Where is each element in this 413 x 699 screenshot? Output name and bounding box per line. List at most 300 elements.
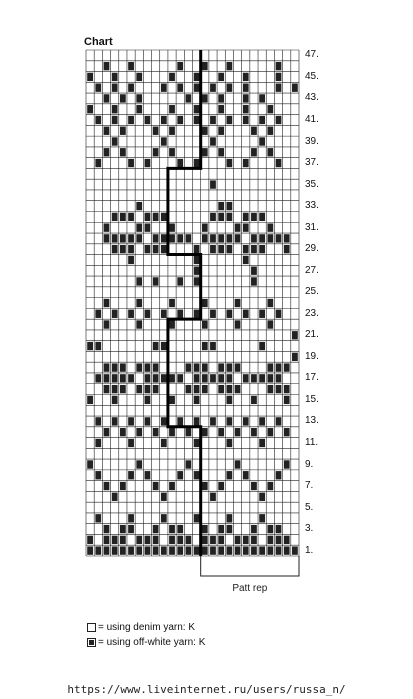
filled-stitch [87,105,93,113]
filled-stitch [128,525,134,533]
filled-stitch [202,363,208,371]
filled-stitch [251,277,257,285]
filled-stitch [210,546,216,554]
filled-stitch [218,245,224,253]
filled-stitch [284,363,290,371]
filled-stitch [87,546,93,554]
filled-stitch [276,363,282,371]
filled-stitch [128,439,134,447]
filled-stitch [194,105,200,113]
filled-stitch [259,342,265,350]
filled-stitch [226,439,232,447]
filled-stitch [251,374,257,382]
filled-stitch [169,105,175,113]
row-number-label: 27. [305,264,319,276]
filled-stitch [251,267,257,275]
filled-stitch [218,385,224,393]
filled-stitch [194,116,200,124]
filled-stitch [194,84,200,92]
filled-stitch [259,137,265,145]
filled-stitch [218,202,224,210]
filled-stitch [202,342,208,350]
filled-stitch [226,84,232,92]
row-number-label: 21. [305,329,319,341]
gridlines-layer [86,50,299,556]
filled-stitch [194,245,200,253]
filled-stitch [136,94,142,102]
filled-stitch [259,417,265,425]
filled-stitch [112,245,118,253]
filled-stitch [87,73,93,81]
legend-text-denim: = using denim yarn: K [98,622,195,633]
filled-stitch [161,245,167,253]
filled-stitch [136,363,142,371]
filled-stitch [145,310,151,318]
filled-stitch [153,342,159,350]
filled-stitch [284,245,290,253]
row-number-label: 23. [305,307,319,319]
filled-stitch [104,536,110,544]
filled-stitch [226,310,232,318]
filled-stitch [128,159,134,167]
row-number-label: 33. [305,200,319,212]
filled-stitch [267,546,273,554]
filled-stitch [226,245,232,253]
filled-stitch [120,148,126,156]
filled-stitch [153,536,159,544]
row-number-label: 1. [305,544,314,556]
filled-stitch [243,471,249,479]
filled-stitch [112,84,118,92]
filled-stitch [218,105,224,113]
filled-stitch [145,213,151,221]
filled-stitch [145,363,151,371]
filled-stitch [218,482,224,490]
filled-stitch [112,213,118,221]
filled-stitch [210,417,216,425]
filled-stitch [284,385,290,393]
filled-stitch [267,525,273,533]
row-number-label: 41. [305,114,319,125]
filled-stitch [104,223,110,231]
filled-stitch [226,385,232,393]
filled-stitch [243,73,249,81]
filled-stitch [235,546,241,554]
filled-stitch [226,202,232,210]
filled-stitch [218,363,224,371]
filled-stitch [169,525,175,533]
filled-stitch [161,310,167,318]
filled-stitch [112,310,118,318]
filled-stitch [259,514,265,522]
legend-text-offwhite: = using off-white yarn: K [98,637,206,648]
filled-stitch [226,363,232,371]
filled-stitch [177,62,183,70]
filled-stitch [136,320,142,328]
filled-stitch [226,234,232,242]
filled-stitch [210,245,216,253]
filled-stitch [161,84,167,92]
filled-stitch [112,396,118,404]
filled-stitch [202,482,208,490]
filled-stitch [145,223,151,231]
filled-stitch [95,159,101,167]
filled-stitch [120,245,126,253]
filled-stitch [251,525,257,533]
filled-stitch [112,363,118,371]
row-number-label: 39. [305,135,319,147]
filled-stitch [120,428,126,436]
filled-stitch [243,116,249,124]
filled-stitch [210,536,216,544]
filled-stitch [153,234,159,242]
filled-stitch [267,148,273,156]
filled-stitch [177,417,183,425]
filled-stitch [218,127,224,135]
filled-stitch [104,428,110,436]
row-number-label: 3. [305,523,314,535]
filled-stitch [210,374,216,382]
filled-stitch [259,245,265,253]
filled-stitch [194,471,200,479]
filled-stitch [243,213,249,221]
filled-stitch [104,546,110,554]
filled-stitch [128,514,134,522]
filled-stitch [226,159,232,167]
filled-stitch [235,223,241,231]
filled-stitch [186,460,192,468]
filled-stitch [145,116,151,124]
filled-stitch [177,159,183,167]
filled-stitch [251,213,257,221]
filled-stitch [259,439,265,447]
filled-stitch [243,84,249,92]
filled-stitch [284,234,290,242]
filled-stitch [194,396,200,404]
filled-stitch [226,396,232,404]
filled-stitch [112,73,118,81]
filled-stitch [112,137,118,145]
filled-stitch [202,536,208,544]
filled-stitch [128,417,134,425]
filled-stitch [169,127,175,135]
filled-stitch [104,363,110,371]
filled-stitch [276,417,282,425]
row-number-label: 13. [305,415,319,427]
filled-stitch [169,223,175,231]
filled-stitch [243,94,249,102]
filled-stitch [177,84,183,92]
filled-stitch [145,385,151,393]
filled-stitch [202,223,208,231]
filled-stitch [177,234,183,242]
filled-stitch [259,310,265,318]
filled-stitch [169,320,175,328]
filled-stitch [210,493,216,501]
filled-stitch [243,374,249,382]
filled-stitch [104,299,110,307]
filled-stitch [145,245,151,253]
filled-stitch [120,374,126,382]
filled-stitch [128,256,134,264]
filled-stitch [161,439,167,447]
filled-stitch [259,234,265,242]
filled-stitch [194,363,200,371]
filled-stitch [251,546,257,554]
filled-stitch [128,116,134,124]
filled-stitch [194,374,200,382]
filled-stitch [218,234,224,242]
filled-stitch [276,471,282,479]
filled-stitch [276,385,282,393]
filled-stitch [128,234,134,242]
filled-stitch [267,320,273,328]
filled-stitch [194,159,200,167]
filled-stitch [259,94,265,102]
filled-stitch [267,299,273,307]
filled-stitch [267,127,273,135]
filled-stitch [120,546,126,554]
filled-stitch [226,471,232,479]
filled-stitch [136,202,142,210]
filled-stitch [161,374,167,382]
filled-stitch [259,374,265,382]
filled-stitch [218,546,224,554]
filled-stitch [235,428,241,436]
filled-stitch [104,94,110,102]
filled-stitch [177,471,183,479]
filled-stitch [210,213,216,221]
filled-stitch [104,320,110,328]
filled-stitch [145,396,151,404]
filled-stitch [169,396,175,404]
filled-stitch [186,546,192,554]
row-number-label: 17. [305,372,319,384]
filled-stitch [210,342,216,350]
filled-stitch [218,428,224,436]
filled-stitch [104,127,110,135]
filled-stitch [112,536,118,544]
filled-stitch [186,385,192,393]
filled-stitch [136,105,142,113]
filled-stitch [194,385,200,393]
filled-stitch [145,374,151,382]
repeat-bracket [201,556,299,576]
row-number-label: 7. [305,480,314,491]
filled-stitch [95,471,101,479]
filled-stitch [194,267,200,275]
legend-item-offwhite [87,637,205,648]
filled-stitch [87,536,93,544]
filled-stitch [210,180,216,188]
filled-stitch [251,234,257,242]
filled-stitch [235,385,241,393]
row-number-label: 37. [305,157,319,168]
filled-stitch [153,245,159,253]
filled-stitch [169,374,175,382]
filled-stitch [136,460,142,468]
filled-stitch [284,546,290,554]
filled-stitch [251,482,257,490]
filled-stitch [226,546,232,554]
filled-stitch [235,363,241,371]
filled-stitch [276,116,282,124]
filled-stitch [218,213,224,221]
filled-stitch [145,471,151,479]
filled-stitch [95,439,101,447]
filled-stitch [259,213,265,221]
filled-stitch [128,471,134,479]
filled-stitch [128,374,134,382]
filled-stitch [226,213,232,221]
filled-stitch [210,84,216,92]
filled-stitch [292,546,298,554]
filled-stitch [218,94,224,102]
filled-stitch [218,148,224,156]
filled-stitch [161,234,167,242]
row-number-label: 31. [305,221,319,233]
filled-stitch [210,137,216,145]
filled-stitch [186,536,192,544]
filled-stitch [276,546,282,554]
row-number-label: 45. [305,70,319,82]
repeat-label: Patt rep [232,583,268,594]
filled-stitch [226,374,232,382]
filled-stitch [276,62,282,70]
watermark-url: https://www.liveinternet.ru/users/russa_n/ [67,683,346,696]
filled-stitch [169,148,175,156]
filled-stitch [202,234,208,242]
filled-stitch [226,62,232,70]
filled-stitch [104,62,110,70]
filled-stitch [194,439,200,447]
filled-stitch [226,514,232,522]
filled-stitch [284,536,290,544]
filled-stitch [112,234,118,242]
filled-stitch [251,127,257,135]
filled-stitch [128,84,134,92]
filled-stitch [284,396,290,404]
filled-stitch [226,525,232,533]
filled-stitch [104,374,110,382]
filled-stitch [210,310,216,318]
filled-stitch [169,299,175,307]
filled-stitch [251,245,257,253]
filled-stitch [153,363,159,371]
filled-stitch [136,277,142,285]
filled-stitch [120,482,126,490]
filled-stitch [267,536,273,544]
chart-title: Chart [84,36,113,48]
filled-stitch [120,213,126,221]
filled-stitch [292,353,298,361]
filled-stitch [251,148,257,156]
filled-stitch [226,417,232,425]
row-number-label: 11. [305,437,319,448]
filled-stitch [202,428,208,436]
filled-stitch [267,223,273,231]
filled-stitch [202,320,208,328]
filled-stitch [218,73,224,81]
filled-stitch [267,385,273,393]
filled-stitch [243,105,249,113]
row-number-label: 19. [305,350,319,362]
filled-stitch [186,428,192,436]
filled-stitch [276,234,282,242]
filled-stitch [276,73,282,81]
filled-stitch [177,277,183,285]
filled-stitch [202,546,208,554]
filled-stitch [267,482,273,490]
filled-stitch [161,342,167,350]
filled-stitch [276,525,282,533]
filled-stitch [177,525,183,533]
filled-stitch [87,460,93,468]
filled-stitch [243,310,249,318]
filled-stitch [235,320,241,328]
filled-stitch [235,299,241,307]
filled-stitch [210,116,216,124]
filled-stitch [235,460,241,468]
filled-stitch [136,299,142,307]
filled-stitch [153,482,159,490]
filled-stitch [251,428,257,436]
filled-stitch [177,546,183,554]
filled-stitch [87,396,93,404]
filled-stitch [104,525,110,533]
filled-stitch [104,234,110,242]
filled-stitch [202,299,208,307]
filled-stitch [120,363,126,371]
filled-stitch [218,374,224,382]
filled-stitch [112,417,118,425]
filled-square-icon [87,638,96,647]
filled-stitch [169,482,175,490]
filled-stitch [104,148,110,156]
row-number-label: 43. [305,92,319,104]
filled-stitch [194,277,200,285]
filled-stitch [169,428,175,436]
filled-stitch [226,116,232,124]
filled-stitch [136,546,142,554]
filled-stitch [292,84,298,92]
filled-stitch [218,536,224,544]
filled-stitch [243,546,249,554]
filled-stitch [259,546,265,554]
row-number-label: 29. [305,243,319,255]
filled-stitch [202,374,208,382]
filled-stitch [186,234,192,242]
filled-stitch [259,493,265,501]
filled-stitch [284,460,290,468]
filled-stitch [194,73,200,81]
filled-stitch [136,536,142,544]
filled-stitch [95,84,101,92]
row-number-label: 47. [305,49,319,61]
filled-stitch [128,62,134,70]
filled-stitch [194,310,200,318]
filled-stitch [276,159,282,167]
filled-stitch [202,127,208,135]
filled-stitch [120,525,126,533]
filled-stitch [95,116,101,124]
filled-stitch [136,223,142,231]
filled-stitch [161,116,167,124]
legend-item-denim [87,622,195,633]
filled-stitch [128,310,134,318]
filled-stitch [276,536,282,544]
filled-stitch [243,159,249,167]
